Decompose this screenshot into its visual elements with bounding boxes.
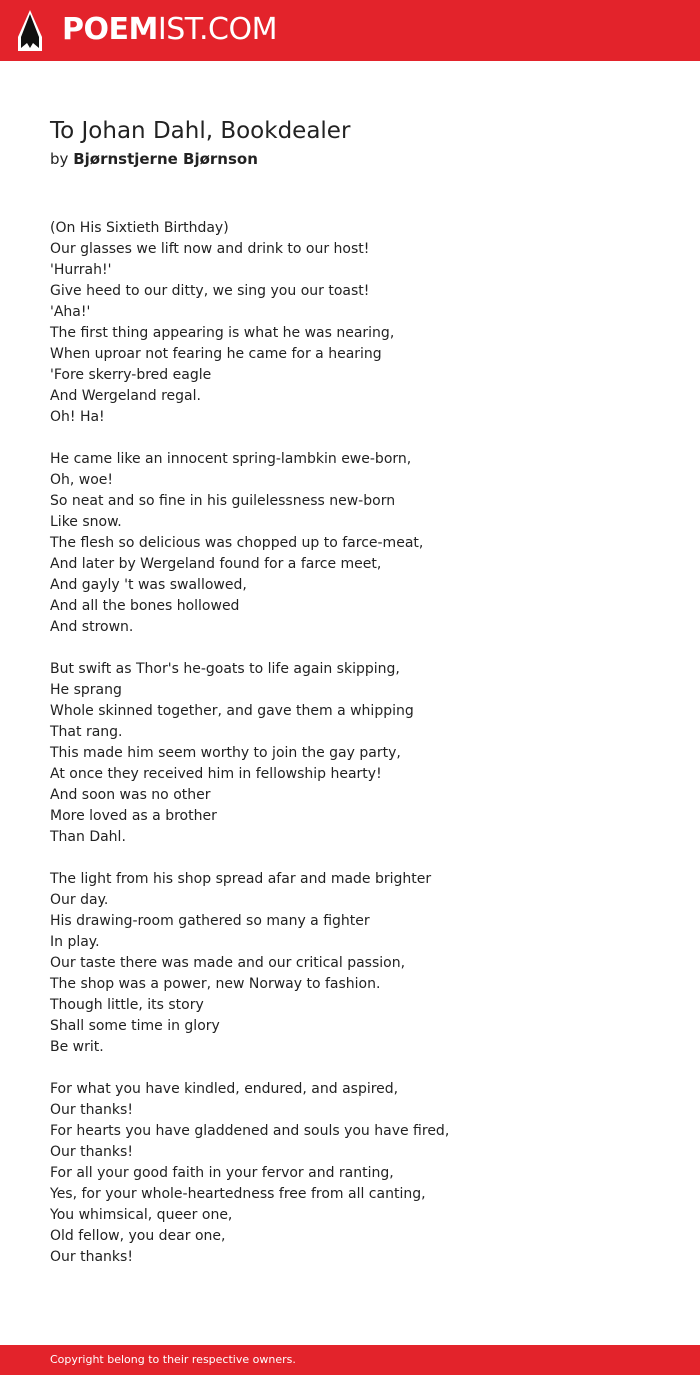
poem-line: At once they received him in fellowship hearty!	[50, 766, 382, 782]
poem-line: Yes, for your whole-heartedness free from all canting,	[50, 1186, 426, 1202]
stanza-3	[50, 659, 670, 848]
stanza-1	[50, 218, 670, 428]
stanza-gap	[50, 1058, 670, 1079]
byline	[50, 148, 258, 170]
poem-line: And all the bones hollowed	[50, 598, 240, 614]
poem-line: More loved as a brother	[50, 808, 217, 824]
poem-line: And strown.	[50, 619, 134, 635]
poem-line: Be writ.	[50, 1039, 104, 1055]
poem-line: 'Aha!'	[50, 304, 91, 320]
poem-line: His drawing-room gathered so many a fighter	[50, 913, 370, 929]
pencil-tip-icon[interactable]	[18, 10, 42, 51]
poem-line: For what you have kindled, endured, and aspired,	[50, 1081, 399, 1097]
poem-line: Shall some time in glory	[50, 1018, 220, 1034]
poem-line: In play.	[50, 934, 100, 950]
stanza-5	[50, 1079, 670, 1268]
poem-title: To Johan Dahl, Bookdealer	[50, 118, 351, 144]
copyright-text: Copyright belong to their respective owners.	[50, 1353, 296, 1366]
poem-line: The shop was a power, new Norway to fashion.	[50, 976, 381, 992]
poem-line: For all your good faith in your fervor and ranting,	[50, 1165, 394, 1181]
poem-line: 'Fore skerry-bred eagle	[50, 367, 212, 383]
stanza-gap	[50, 428, 670, 449]
brand-light-text: IST.COM	[157, 12, 277, 47]
poem-line: Give heed to our ditty, we sing you our toast!	[50, 283, 370, 299]
poem-line: And soon was no other	[50, 787, 211, 803]
poem-line: When uproar not fearing he came for a hearing	[50, 346, 382, 362]
poem-line: Oh, woe!	[50, 472, 114, 488]
poem-line: This made him seem worthy to join the gay party,	[50, 745, 401, 761]
poem-line: You whimsical, queer one,	[50, 1207, 233, 1223]
stanza-4	[50, 869, 670, 1058]
poem-line: And later by Wergeland found for a farce meet,	[50, 556, 382, 572]
poem-line: Old fellow, you dear one,	[50, 1228, 226, 1244]
poem-line: Our glasses we lift now and drink to our host!	[50, 241, 370, 257]
poem-line: Oh! Ha!	[50, 409, 105, 425]
poem-line: The first thing appearing is what he was nearing,	[50, 325, 395, 341]
by-label: by	[50, 150, 69, 168]
poem-line: Than Dahl.	[50, 829, 126, 845]
poem-line: That rang.	[50, 724, 123, 740]
poem-line: And Wergeland regal.	[50, 388, 201, 404]
poem-line: He sprang	[50, 682, 122, 698]
poem-line: The flesh so delicious was chopped up to farce-meat,	[50, 535, 424, 551]
poem-line: 'Hurrah!'	[50, 262, 112, 278]
poem-line: Whole skinned together, and gave them a whipping	[50, 703, 414, 719]
poem-line: Our thanks!	[50, 1249, 133, 1265]
author-name: Bjørnstjerne Bjørnson	[73, 150, 258, 168]
poem-line: Our day.	[50, 892, 109, 908]
stanza-2	[50, 449, 670, 638]
brand-bold-text: POEM	[62, 12, 158, 47]
poem-line: But swift as Thor's he-goats to life again skipping,	[50, 661, 400, 677]
poem-line: He came like an innocent spring-lambkin ewe-born,	[50, 451, 412, 467]
poem-line: Our thanks!	[50, 1102, 133, 1118]
site-header	[0, 0, 700, 61]
poem-line: And gayly 't was swallowed,	[50, 577, 247, 593]
stanza-gap	[50, 848, 670, 869]
site-footer	[0, 1345, 700, 1375]
poem-line: Though little, its story	[50, 997, 204, 1013]
poem-line: The light from his shop spread afar and made brighter	[50, 871, 432, 887]
poem-body	[50, 218, 670, 1268]
stanza-gap	[50, 638, 670, 659]
poem-line: Our thanks!	[50, 1144, 133, 1160]
poem-line: Like snow.	[50, 514, 122, 530]
poem-line: (On His Sixtieth Birthday)	[50, 220, 229, 236]
poem-line: For hearts you have gladdened and souls you have fired,	[50, 1123, 450, 1139]
poem-line: Our taste there was made and our critical passion,	[50, 955, 406, 971]
poem-line: So neat and so fine in his guilelessness new-born	[50, 493, 396, 509]
site-logo-link[interactable]	[62, 13, 277, 47]
